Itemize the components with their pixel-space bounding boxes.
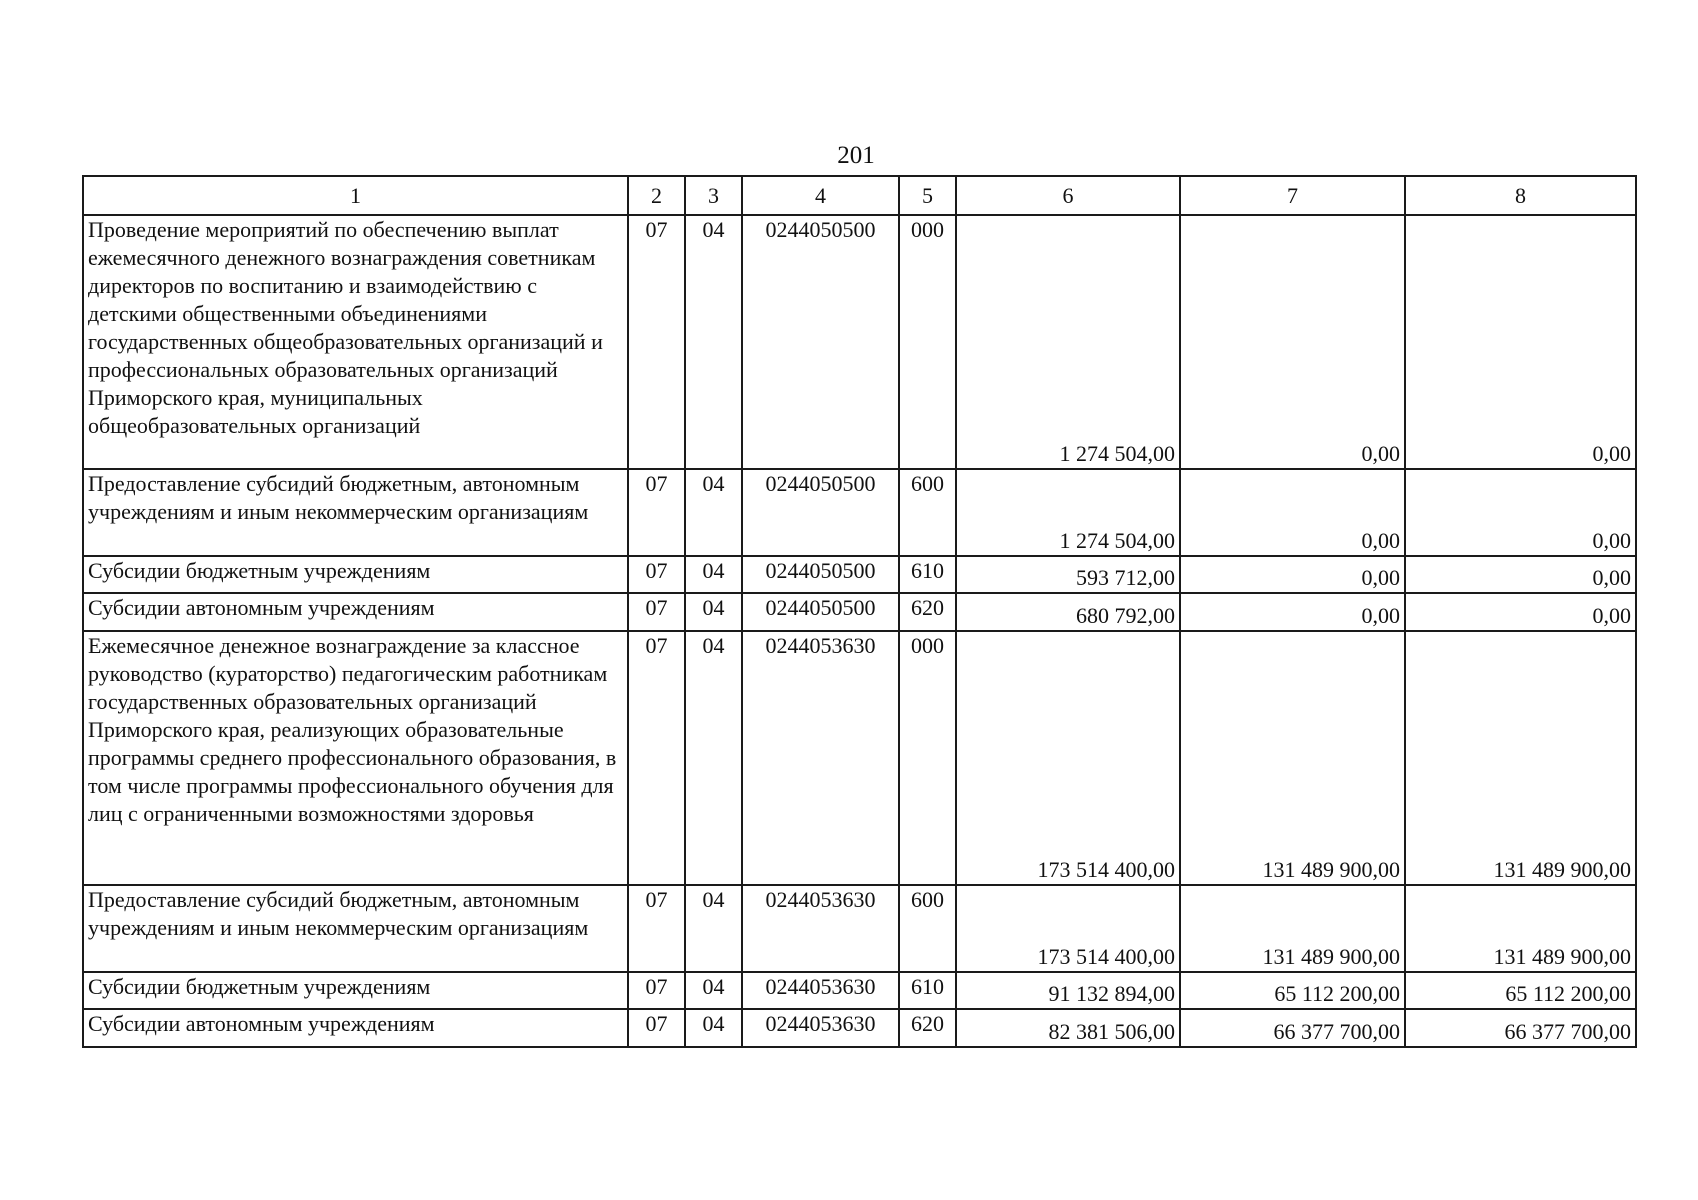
amount-col-6: 680 792,00 [956,593,1180,631]
table-row [83,1009,1636,1047]
amount-col-8: 65 112 200,00 [1405,972,1636,1009]
amount-col-8: 131 489 900,00 [1405,885,1636,972]
subsection-code: 04 [685,556,742,593]
subsection-code: 04 [685,972,742,1009]
column-header: 3 [685,176,742,215]
table-row [83,631,1636,885]
column-header: 5 [899,176,956,215]
amount-col-8: 0,00 [1405,593,1636,631]
section-code: 07 [628,631,685,885]
target-article-code: 0244053630 [742,1009,899,1047]
amount-col-8: 0,00 [1405,556,1636,593]
amount-col-6: 173 514 400,00 [956,631,1180,885]
section-code: 07 [628,469,685,556]
amount-col-8: 0,00 [1405,215,1636,469]
amount-col-6: 91 132 894,00 [956,972,1180,1009]
expense-type-code: 610 [899,556,956,593]
column-header: 4 [742,176,899,215]
subsection-code: 04 [685,631,742,885]
amount-col-7: 0,00 [1180,215,1405,469]
expense-type-code: 000 [899,215,956,469]
row-name: Ежемесячное денежное вознаграждение за классное руководство (кураторство) педагогическим работникам государственных образовательных организаций Приморского края, реализующих образовательные программы среднего профессионального образования, в том числе программы профессионального обучения для лиц с ограниченными возможностями здоровья [83,631,628,885]
amount-col-7: 65 112 200,00 [1180,972,1405,1009]
amount-col-7: 0,00 [1180,556,1405,593]
target-article-code: 0244053630 [742,885,899,972]
row-name: Проведение мероприятий по обеспечению выплат ежемесячного денежного вознаграждения советникам директоров по воспитанию и взаимодействию с детскими общественными объединениями государственных общеобразовательных организаций и профессиональных образовательных организаций Приморского края, муниципальных общеобразовательных организаций [83,215,628,469]
section-code: 07 [628,556,685,593]
amount-col-8: 66 377 700,00 [1405,1009,1636,1047]
row-name: Субсидии бюджетным учреждениям [83,556,628,593]
row-name: Предоставление субсидий бюджетным, автономным учреждениям и иным некоммерческим организациям [83,885,628,972]
target-article-code: 0244050500 [742,593,899,631]
column-header: 8 [1405,176,1636,215]
column-header: 2 [628,176,685,215]
expense-type-code: 600 [899,885,956,972]
table-row [83,593,1636,631]
amount-col-8: 131 489 900,00 [1405,631,1636,885]
row-name: Субсидии бюджетным учреждениям [83,972,628,1009]
amount-col-6: 173 514 400,00 [956,885,1180,972]
amount-col-6: 1 274 504,00 [956,469,1180,556]
target-article-code: 0244053630 [742,631,899,885]
section-code: 07 [628,215,685,469]
column-header: 1 [83,176,628,215]
table-row [83,556,1636,593]
subsection-code: 04 [685,215,742,469]
section-code: 07 [628,972,685,1009]
target-article-code: 0244050500 [742,556,899,593]
page-number: 201 [837,142,875,169]
amount-col-7: 131 489 900,00 [1180,631,1405,885]
section-code: 07 [628,885,685,972]
amount-col-7: 131 489 900,00 [1180,885,1405,972]
row-name: Субсидии автономным учреждениям [83,593,628,631]
target-article-code: 0244053630 [742,972,899,1009]
table-row [83,885,1636,972]
table-row [83,469,1636,556]
header-row [83,176,1636,215]
column-header: 6 [956,176,1180,215]
amount-col-7: 0,00 [1180,469,1405,556]
amount-col-8: 0,00 [1405,469,1636,556]
subsection-code: 04 [685,1009,742,1047]
table-row [83,972,1636,1009]
section-code: 07 [628,1009,685,1047]
row-name: Предоставление субсидий бюджетным, автономным учреждениям и иным некоммерческим организациям [83,469,628,556]
amount-col-7: 0,00 [1180,593,1405,631]
expense-type-code: 620 [899,593,956,631]
target-article-code: 0244050500 [742,469,899,556]
column-header: 7 [1180,176,1405,215]
amount-col-7: 66 377 700,00 [1180,1009,1405,1047]
expense-type-code: 000 [899,631,956,885]
section-code: 07 [628,593,685,631]
row-name: Субсидии автономным учреждениям [83,1009,628,1047]
table-row [83,215,1636,469]
subsection-code: 04 [685,593,742,631]
target-article-code: 0244050500 [742,215,899,469]
expense-type-code: 600 [899,469,956,556]
amount-col-6: 82 381 506,00 [956,1009,1180,1047]
budget-table [82,175,1637,1048]
subsection-code: 04 [685,469,742,556]
amount-col-6: 593 712,00 [956,556,1180,593]
amount-col-6: 1 274 504,00 [956,215,1180,469]
subsection-code: 04 [685,885,742,972]
expense-type-code: 610 [899,972,956,1009]
expense-type-code: 620 [899,1009,956,1047]
